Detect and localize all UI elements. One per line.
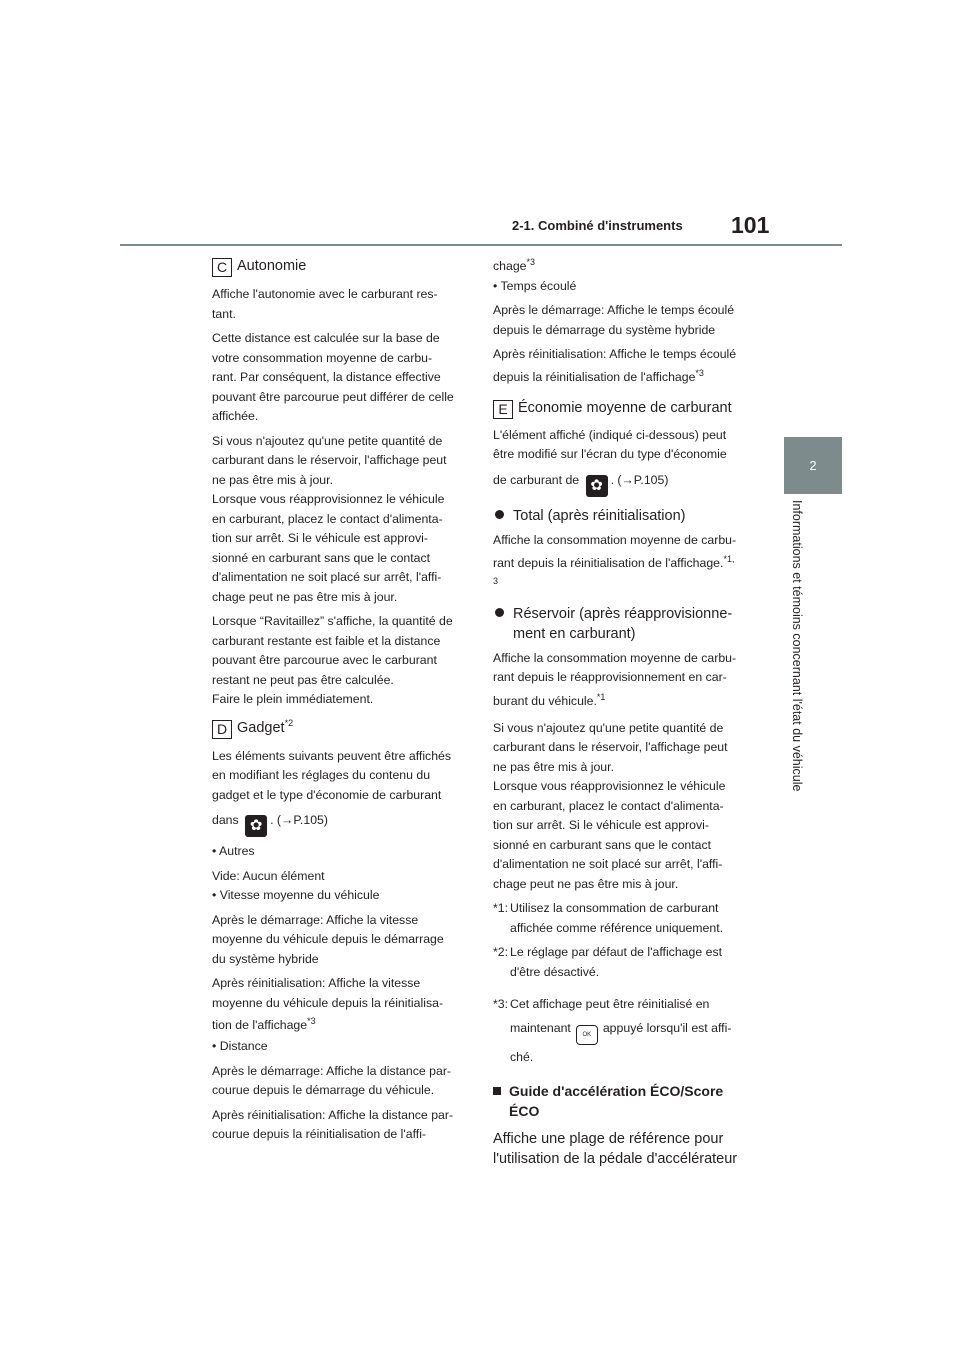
bullet-item: • Distance <box>212 1039 268 1053</box>
line: depuis le démarrage du système hybride <box>493 322 716 337</box>
gear-icon: ✿ <box>245 815 267 837</box>
footnote-ref: *3 <box>526 256 536 267</box>
paragraph <box>493 719 753 895</box>
paragraph <box>493 531 753 596</box>
line: en carburant, placez le contact d'alimenta- <box>212 511 443 526</box>
line: Après réinitialisation: Affiche la distance par- <box>212 1107 454 1122</box>
line: d'alimentation ne soit placé sur arrêt, l'affi- <box>212 570 442 584</box>
line: rant. Par conséquent, la distance effective <box>212 370 441 384</box>
heading-text: ÉCO <box>509 1103 540 1119</box>
line: en carburant, placez le contact d'alimenta- <box>493 798 724 813</box>
paragraph <box>493 426 753 465</box>
line: Lorsque “Ravitaillez” s'affiche, la quantité de <box>212 614 453 628</box>
line: Après le démarrage: Affiche la distance par- <box>212 1063 452 1078</box>
paragraph <box>212 867 482 906</box>
heading-text: ment en carburant) <box>513 625 636 642</box>
header-rule <box>120 244 842 246</box>
line: Vide: Aucun élément <box>212 868 325 883</box>
line: restant ne peut pas être calculée. <box>212 672 394 687</box>
line: ne pas être mis à jour. <box>212 472 333 487</box>
paragraph <box>493 649 753 714</box>
footnote-ref: *1 <box>596 691 606 702</box>
line: Si vous n'ajoutez qu'une petite quantité de <box>212 433 443 448</box>
line: Utilisez la consommation de carburant <box>510 901 719 915</box>
heading-guide <box>493 1081 753 1121</box>
chapter-tab: 2 <box>784 437 842 494</box>
label-c: C <box>212 258 232 277</box>
line: Lorsque vous réapprovisionnez le véhicule <box>212 492 445 506</box>
footnote-3 <box>493 992 753 1069</box>
line: chage <box>493 259 527 273</box>
right-column <box>493 257 753 1169</box>
footnote-ref: *3 <box>307 1015 316 1026</box>
line: carburant dans le réservoir, l'affichage peut <box>493 740 728 754</box>
line: d'alimentation ne soit placé sur arrêt, l'affi- <box>493 857 723 871</box>
line: Les éléments suivants peuvent être affichés <box>212 748 452 763</box>
paragraph <box>212 974 482 1057</box>
paragraph <box>493 1129 753 1169</box>
line: Lorsque vous réapprovisionnez le véhicule <box>493 779 726 793</box>
square-bullet <box>493 1087 501 1095</box>
bullet-item: • Temps écoulé <box>493 278 577 293</box>
line: d'être désactivé. <box>510 964 600 979</box>
line: L'élément affiché (indiqué ci-dessous) peut <box>493 427 727 442</box>
line: votre consommation moyenne de carbu- <box>212 350 433 365</box>
heading-gadget <box>212 719 482 739</box>
heading-text: Autonomie <box>237 258 307 274</box>
line: Affiche la consommation moyenne de carbu- <box>493 650 737 665</box>
line: carburant dans le réservoir, l'affichage peut <box>212 453 447 467</box>
line: tion sur arrêt. Si le véhicule est approvi- <box>212 531 428 545</box>
line: depuis la réinitialisation de l'affichage <box>493 369 696 384</box>
line: sionné en carburant sans que le contact <box>493 837 712 852</box>
line: affichée comme référence uniquement. <box>510 920 724 935</box>
chapter-title <box>783 500 811 830</box>
line: Affiche une plage de référence pour <box>493 1131 724 1147</box>
line: Après réinitialisation: Affiche la vitesse <box>212 976 421 990</box>
line: Après réinitialisation: Affiche le temps écoulé <box>493 347 737 361</box>
line: chage peut ne pas être mis à jour. <box>493 876 679 891</box>
line: en modifiant les réglages du contenu du <box>212 768 431 782</box>
ok-button-icon: OK <box>576 1025 598 1045</box>
line: Cet affichage peut être réinitialisé en <box>510 997 710 1011</box>
line: ché. <box>510 1050 534 1064</box>
line: rant depuis la réinitialisation de l'affichage. <box>493 556 724 570</box>
paragraph <box>493 471 753 497</box>
line: dans <box>212 813 239 827</box>
paragraph <box>212 747 482 806</box>
footnote-mark: *3: <box>493 997 509 1011</box>
footnote-2 <box>493 943 753 982</box>
line: pouvant être parcourue peut différer de celle <box>212 389 454 404</box>
paragraph <box>212 911 482 970</box>
paragraph <box>493 345 753 389</box>
paragraph <box>212 329 482 427</box>
line: Faire le plein immédiatement. <box>212 692 374 706</box>
line: tant. <box>212 306 236 321</box>
heading-economie <box>493 399 753 419</box>
line: rant depuis le réapprovisionnement en car- <box>493 670 727 684</box>
line: Après le démarrage: Affiche le temps écoulé <box>493 303 735 317</box>
line: Après le démarrage: Affiche la vitesse <box>212 912 419 927</box>
line: affichée. <box>212 409 259 423</box>
line: appuyé lorsqu'il est affi- <box>602 1021 732 1035</box>
line: Affiche l'autonomie avec le carburant res- <box>212 287 438 301</box>
line: être modifié sur l'écran du type d'économie <box>493 447 727 461</box>
bullet-dot <box>495 510 504 519</box>
label-e: E <box>493 400 513 419</box>
line: Affiche la consommation moyenne de carbu- <box>493 532 737 547</box>
heading-total <box>493 506 753 526</box>
line: Cette distance est calculée sur la base de <box>212 331 440 345</box>
line: gadget et le type d'économie de carburant <box>212 787 442 802</box>
chapter-title-text: Informations et témoins concernant l'état du véhicule <box>790 500 804 792</box>
footnote-ref: *1, <box>723 553 735 564</box>
paragraph <box>212 285 482 324</box>
line: courue depuis la réinitialisation de l'affi- <box>212 1127 427 1141</box>
left-column <box>212 257 482 1145</box>
label-d: D <box>212 720 232 739</box>
paragraph <box>212 811 482 837</box>
line: chage peut ne pas être mis à jour. <box>212 589 398 604</box>
paragraph <box>212 432 482 608</box>
line: l'utilisation de la pédale d'accélérateur <box>493 1151 738 1167</box>
line: pouvant être parcourue avec le carburant <box>212 653 437 667</box>
footnote-1 <box>493 899 753 938</box>
line: de carburant de <box>493 472 580 487</box>
heading-text: Réservoir (après réapprovisionne- <box>513 605 733 622</box>
footnote-mark: *1: <box>493 901 509 915</box>
heading-text: Guide d'accélération ÉCO/Score <box>509 1083 724 1099</box>
page-reference: . (→P.105) <box>270 813 328 827</box>
paragraph <box>212 1062 482 1101</box>
line: tion de l'affichage <box>212 1018 308 1032</box>
paragraph <box>493 301 753 340</box>
line: tion sur arrêt. Si le véhicule est approvi- <box>493 818 709 832</box>
line: burant du véhicule. <box>493 693 597 708</box>
heading-text: Total (après réinitialisation) <box>513 507 686 524</box>
line: Le réglage par défaut de l'affichage est <box>510 945 723 959</box>
paragraph <box>493 257 753 296</box>
line: sionné en carburant sans que le contact <box>212 550 431 565</box>
footnote-ref: *3 <box>695 367 704 378</box>
page-number: 101 <box>731 212 770 238</box>
line: courue depuis le démarrage du véhicule. <box>212 1083 435 1097</box>
page-reference: . (→P.105) <box>610 472 669 487</box>
footnote-ref: 3 <box>493 575 499 586</box>
line: carburant restante est faible et la distance <box>212 633 441 648</box>
line: maintenant <box>510 1021 571 1035</box>
paragraph <box>212 1106 482 1145</box>
line: Si vous n'ajoutez qu'une petite quantité de <box>493 720 724 735</box>
footnote-mark: *2: <box>493 945 509 959</box>
heading-reservoir <box>493 604 753 644</box>
section-title: 2-1. Combiné d'instruments <box>512 218 683 233</box>
bullet-dot <box>495 608 504 617</box>
gear-icon: ✿ <box>586 475 608 497</box>
line: moyenne du véhicule depuis le démarrage <box>212 932 444 946</box>
heading-autonomie <box>212 257 482 277</box>
line: du système hybride <box>212 951 319 966</box>
paragraph <box>212 612 482 710</box>
bullet-item: • Autres <box>212 844 255 858</box>
heading-text: Économie moyenne de carburant <box>518 399 732 416</box>
line: moyenne du véhicule depuis la réinitialisa- <box>212 995 444 1010</box>
footnote-ref: *2 <box>284 717 294 728</box>
bullet-item: • Vitesse moyenne du véhicule <box>212 888 380 902</box>
line: ne pas être mis à jour. <box>493 759 614 774</box>
heading-text: Gadget <box>237 719 285 736</box>
